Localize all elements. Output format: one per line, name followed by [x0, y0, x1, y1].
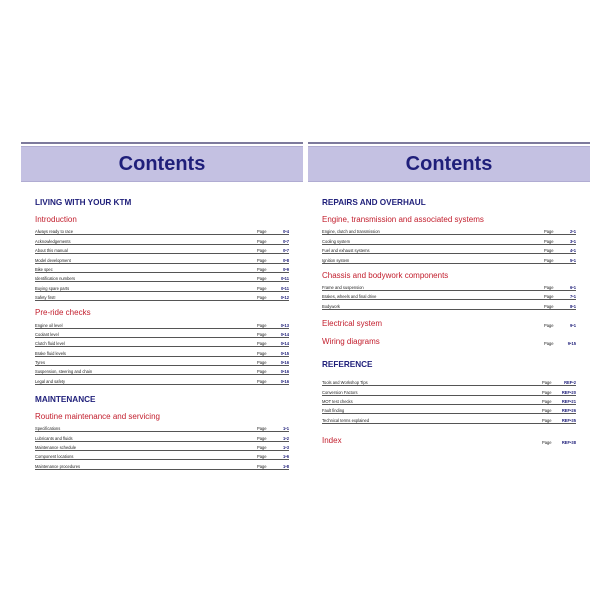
toc-entry[interactable] — [35, 245, 289, 254]
entry-label: Brake fluid levels — [35, 350, 66, 356]
page-label: Page — [257, 238, 267, 244]
page-number: 0•15 — [280, 350, 289, 356]
page-number: 2•1 — [570, 229, 576, 235]
entry-label: Cooling system — [322, 238, 350, 244]
page-number: 0•11 — [280, 276, 289, 282]
page-label: Page — [544, 294, 554, 300]
page-number: 1•8 — [283, 463, 289, 469]
toc-entry[interactable] — [322, 282, 576, 291]
page-label: Page — [257, 276, 267, 282]
left-groups — [35, 215, 289, 385]
page-number: 9•15 — [567, 340, 576, 346]
toc-entry[interactable] — [322, 291, 576, 300]
page-label: Page — [257, 445, 267, 451]
toc-entry[interactable] — [35, 273, 289, 282]
entry-label: Legal and safety — [35, 378, 66, 384]
toc-entry[interactable] — [322, 377, 576, 386]
toc-entry-index[interactable] — [322, 436, 576, 445]
page-label: Page — [257, 331, 267, 337]
top-rule — [308, 142, 590, 144]
toc-entry[interactable] — [35, 264, 289, 273]
entry-label: Tools and Workshop Tips — [322, 380, 368, 386]
page-label: Page — [542, 417, 552, 423]
page-label: Page — [257, 369, 267, 375]
page-number: 3•1 — [570, 238, 576, 244]
toc-entry[interactable] — [322, 386, 576, 395]
toc-entry[interactable] — [35, 292, 289, 301]
contents-title: Contents — [405, 152, 493, 175]
subsection-heading: Routine maintenance and servicing — [35, 411, 160, 421]
entry-label: Buying spare parts — [35, 285, 70, 291]
left-toc — [35, 198, 289, 470]
page-number: 0•7 — [283, 248, 289, 254]
page-label: Page — [257, 229, 267, 235]
entry-label: Ignition system — [322, 257, 350, 263]
toc-entry[interactable] — [322, 235, 576, 244]
page-number: 0•9 — [283, 266, 289, 272]
page-number: 0•16 — [280, 369, 289, 375]
page-label: Page — [544, 303, 554, 309]
page-number: 7•1 — [570, 294, 576, 300]
page-number: 1•3 — [283, 445, 289, 451]
page-number: REF•20 — [561, 389, 576, 395]
entry-label: About this manual — [35, 248, 68, 254]
page-label: Page — [544, 322, 554, 328]
reference-list — [322, 377, 576, 424]
entry-label: Safety first! — [35, 295, 56, 301]
page-label: Page — [542, 398, 552, 404]
toc-entry[interactable] — [322, 300, 576, 309]
toc-entry[interactable] — [35, 319, 289, 328]
toc-entry[interactable] — [35, 366, 289, 375]
left-groups-maintenance — [35, 412, 289, 470]
toc-entry[interactable] — [322, 414, 576, 423]
contents-banner — [21, 146, 303, 182]
page-number: 0•12 — [280, 295, 289, 301]
entry-label: MOT test checks — [322, 398, 353, 404]
toc-entry[interactable] — [35, 226, 289, 235]
page-number: 9•1 — [570, 322, 576, 328]
entry-label: Technical terms explained — [322, 417, 370, 423]
page-label: Page — [257, 435, 267, 441]
toc-entry[interactable] — [35, 442, 289, 451]
page-label: Page — [542, 380, 552, 386]
toc-entry[interactable] — [35, 235, 289, 244]
entry-label: Maintenance schedule — [35, 445, 76, 451]
subsection-heading: Index — [322, 435, 342, 445]
right-contents-page — [308, 142, 590, 464]
page-label: Page — [544, 340, 554, 346]
page-label: Page — [542, 439, 552, 445]
left-contents-page — [21, 142, 303, 469]
page-label: Page — [257, 360, 267, 366]
toc-entry[interactable] — [35, 338, 289, 347]
toc-entry[interactable] — [322, 245, 576, 254]
toc-entry-electrical[interactable] — [322, 319, 576, 328]
entry-label: Fault finding — [322, 408, 345, 414]
page-label: Page — [257, 378, 267, 384]
page-number: REF•38 — [561, 439, 576, 445]
entry-label: Bodywork — [322, 303, 340, 309]
page-label: Page — [544, 257, 554, 263]
page-label: Page — [257, 322, 267, 328]
toc-entry[interactable] — [322, 226, 576, 235]
page-label: Page — [257, 463, 267, 469]
entry-label: Coolant level — [35, 331, 59, 337]
entry-label: Always ready to race — [35, 229, 73, 235]
page-number: 1•6 — [283, 454, 289, 460]
page-number: 6•1 — [570, 284, 576, 290]
page-label: Page — [257, 426, 267, 432]
section-heading: REPAIRS AND OVERHAUL — [322, 198, 426, 207]
toc-entry[interactable] — [322, 405, 576, 414]
toc-entry[interactable] — [35, 282, 289, 291]
page-number: 4•1 — [570, 248, 576, 254]
entry-label: Tyres — [35, 360, 46, 366]
page-number: 1•2 — [283, 435, 289, 441]
entry-label: Identification numbers — [35, 276, 76, 282]
page-number: 0•4 — [283, 229, 289, 235]
entry-label: Clutch fluid level — [35, 341, 65, 347]
entry-label: Maintenance procedures — [35, 463, 81, 469]
section-heading: MAINTENANCE — [35, 394, 96, 404]
entry-label: Model development — [35, 257, 71, 263]
page-number: 0•8 — [283, 257, 289, 263]
page-number: 0•7 — [283, 238, 289, 244]
page-label: Page — [542, 389, 552, 395]
page-number: REF•21 — [561, 398, 576, 404]
entry-label: Engine oil level — [35, 322, 63, 328]
page-number: 1•1 — [283, 426, 289, 432]
page-number: 0•14 — [280, 331, 289, 337]
toc-entry[interactable] — [35, 347, 289, 356]
section-heading: LIVING WITH YOUR KTM — [35, 198, 132, 207]
entry-label: Brakes, wheels and final drive — [322, 294, 377, 300]
subsection-heading: Introduction — [35, 215, 77, 224]
section-heading: REFERENCE — [322, 359, 373, 369]
entry-label: Engine, clutch and transmission — [322, 229, 380, 235]
right-toc — [322, 198, 576, 445]
page-number: 0•14 — [280, 341, 289, 347]
page-number: REF•35 — [561, 417, 576, 423]
page-number: 8•1 — [570, 303, 576, 309]
page-number: REF•2 — [564, 380, 576, 386]
toc-entry[interactable] — [322, 396, 576, 405]
toc-entry[interactable] — [35, 423, 289, 432]
page-label: Page — [257, 266, 267, 272]
subsection-heading: Chassis and bodywork components — [322, 270, 449, 280]
subsection-heading: Electrical system — [322, 318, 383, 328]
entry-label: Component locations — [35, 454, 74, 460]
page-number: 0•16 — [280, 378, 289, 384]
entry-label: Specifications — [35, 426, 61, 432]
entry-label: Conversion Factors — [322, 389, 358, 395]
page-label: Page — [257, 350, 267, 356]
subsection-heading: Wiring diagrams — [322, 336, 380, 346]
page-label: Page — [542, 408, 552, 414]
contents-banner — [308, 146, 590, 182]
toc-entry[interactable] — [322, 254, 576, 263]
entry-label: Bike spec — [35, 266, 53, 272]
toc-entry[interactable] — [35, 460, 289, 469]
subsection-heading: Engine, transmission and associated systems — [322, 215, 484, 224]
subsection-heading: Pre-ride checks — [35, 308, 91, 318]
toc-entry[interactable] — [35, 254, 289, 263]
page-number: 0•13 — [280, 322, 289, 328]
page-label: Page — [544, 284, 554, 290]
page-number: REF•26 — [561, 408, 576, 414]
page-number: 5•1 — [570, 257, 576, 263]
entry-label: Frame and suspension — [322, 284, 364, 290]
page-number: 0•11 — [280, 285, 289, 291]
page-label: Page — [257, 248, 267, 254]
page-label: Page — [257, 454, 267, 460]
toc-entry[interactable] — [35, 329, 289, 338]
entry-label: Acknowledgements — [35, 238, 71, 244]
page-label: Page — [544, 238, 554, 244]
entry-label: Fuel and exhaust systems — [322, 248, 370, 254]
entry-label: Suspension, steering and chain — [35, 369, 93, 375]
contents-title: Contents — [118, 152, 206, 175]
page-label: Page — [257, 295, 267, 301]
top-rule — [21, 142, 303, 144]
toc-entry[interactable] — [35, 432, 289, 441]
entry-label: Lubricants and fluids — [35, 435, 73, 441]
toc-entry-wiring[interactable] — [322, 337, 576, 346]
toc-entry[interactable] — [35, 375, 289, 384]
toc-entry[interactable] — [35, 451, 289, 460]
page-label: Page — [544, 229, 554, 235]
toc-entry[interactable] — [35, 357, 289, 366]
page-label: Page — [257, 257, 267, 263]
page-label: Page — [544, 248, 554, 254]
page-number: 0•16 — [280, 360, 289, 366]
page-label: Page — [257, 341, 267, 347]
page-label: Page — [257, 285, 267, 291]
right-groups — [322, 215, 576, 310]
